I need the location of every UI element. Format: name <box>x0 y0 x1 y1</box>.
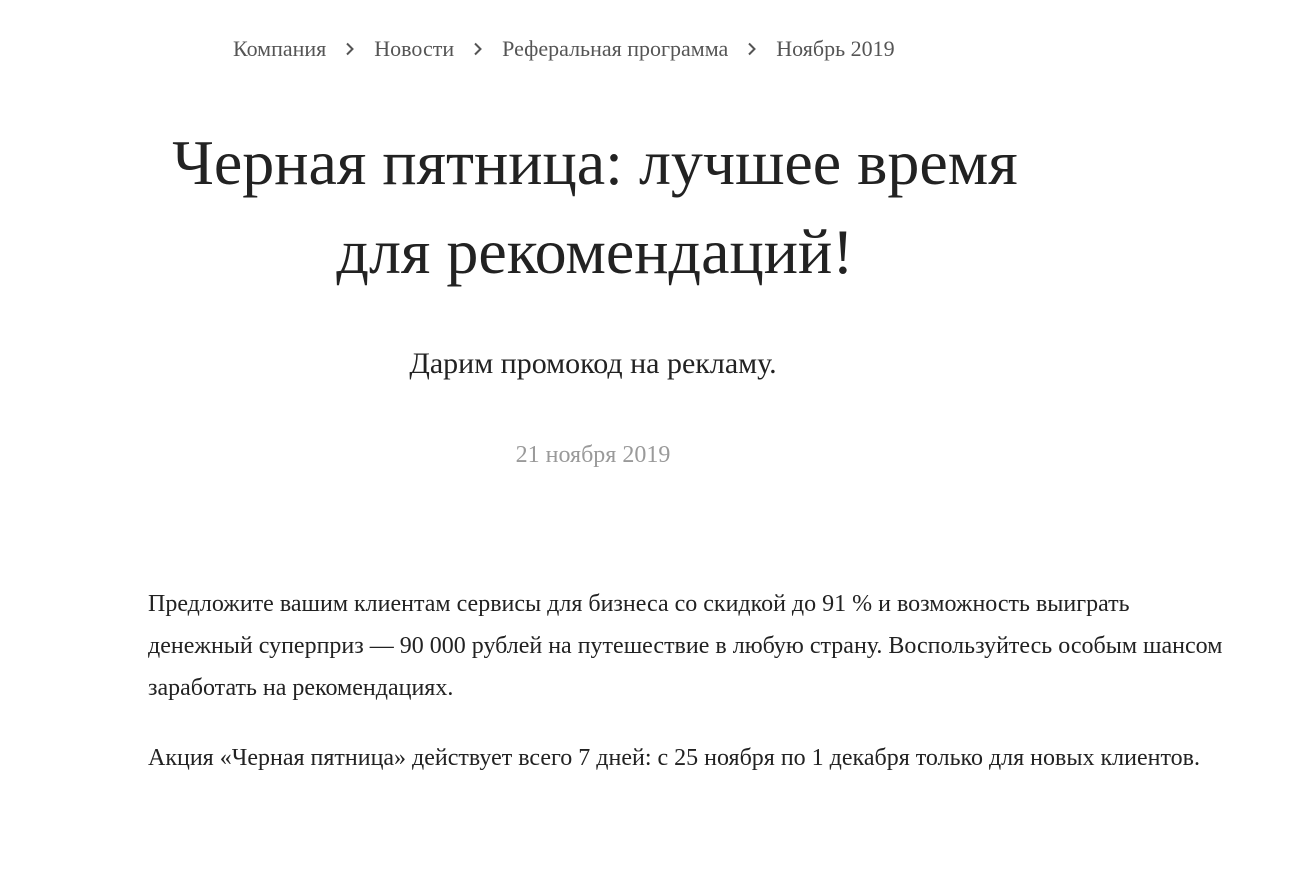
breadcrumb <box>233 36 895 62</box>
article-paragraph: Предложите вашим клиентам сервисы для бизнеса со скидкой до 91 % и возможность выиграть денежный суперприз — 90 000 рублей на путешествие в любую страну. Воспользуйтесь особым шансом заработать на рекомендациях. <box>148 591 1223 701</box>
article-body <box>148 583 1228 807</box>
chevron-right-icon <box>326 38 374 60</box>
article-paragraph: Акция «Черная пятница» действует всего 7 дней: с 25 ноября по 1 декабря только для новых клиентов. <box>148 745 1200 771</box>
chevron-right-icon <box>454 38 502 60</box>
article-subtitle: Дарим промокод на рекламу. <box>409 347 777 380</box>
article-date: 21 ноября 2019 <box>515 442 671 468</box>
breadcrumb-item-company[interactable]: Компания <box>233 36 327 61</box>
chevron-right-icon <box>728 38 776 60</box>
breadcrumb-item-november-2019[interactable]: Ноябрь 2019 <box>776 36 895 61</box>
page-title-line-1: Черная пятница: лучшее время <box>172 127 1018 198</box>
page-title <box>95 118 1095 296</box>
breadcrumb-item-news[interactable]: Новости <box>374 36 455 61</box>
breadcrumb-item-referral-program[interactable]: Реферальная программа <box>502 36 729 61</box>
page-title-line-2: для рекомендаций! <box>336 216 854 287</box>
